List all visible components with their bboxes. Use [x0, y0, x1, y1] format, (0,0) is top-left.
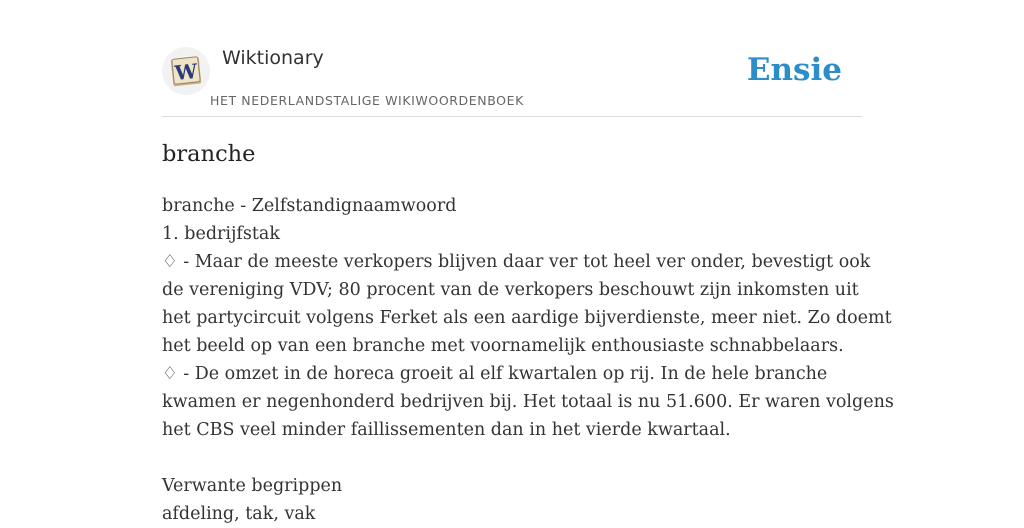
definition-heading: branche - Zelfstandignaamwoord [162, 196, 457, 216]
example-line: de vereniging VDV; 80 procent van de verkopers beschouwt zijn inkomsten uit [162, 280, 859, 300]
wiktionary-logo-icon [170, 55, 202, 87]
related-items: afdeling, tak, vak [162, 504, 316, 524]
definition-content [162, 192, 894, 528]
definition-sense: 1. bedrijfstak [162, 224, 280, 244]
ensie-brand-link[interactable]: Ensie [746, 52, 842, 88]
spacer [162, 444, 867, 472]
site-header [162, 0, 862, 117]
example-line: het CBS veel minder faillissementen dan in het vierde kwartaal. [162, 420, 731, 440]
example-line: kwamen er negenhonderd bedrijven bij. Het totaal is nu 51.600. Er waren volgens [162, 392, 894, 412]
site-name[interactable]: Wiktionary [222, 47, 324, 69]
example-line: het partycircuit volgens Ferket als een aardige bijverdienste, meer niet. Zo doemt [162, 308, 892, 328]
site-tagline: HET NEDERLANDSTALIGE WIKIWOORDENBOEK [210, 93, 524, 108]
example-line: ♢ - Maar de meeste verkopers blijven daar ver tot heel ver onder, bevestigt ook [162, 252, 871, 272]
page-title: branche [162, 141, 256, 167]
logo-letter: W [173, 58, 199, 86]
related-heading: Verwante begrippen [162, 476, 343, 496]
wiktionary-logo[interactable] [162, 47, 210, 95]
example-line: het beeld op van een branche met voornamelijk enthousiaste schnabbelaars. [162, 336, 844, 356]
example-line: ♢ - De omzet in de horeca groeit al elf kwartalen op rij. In de hele branche [162, 364, 828, 384]
